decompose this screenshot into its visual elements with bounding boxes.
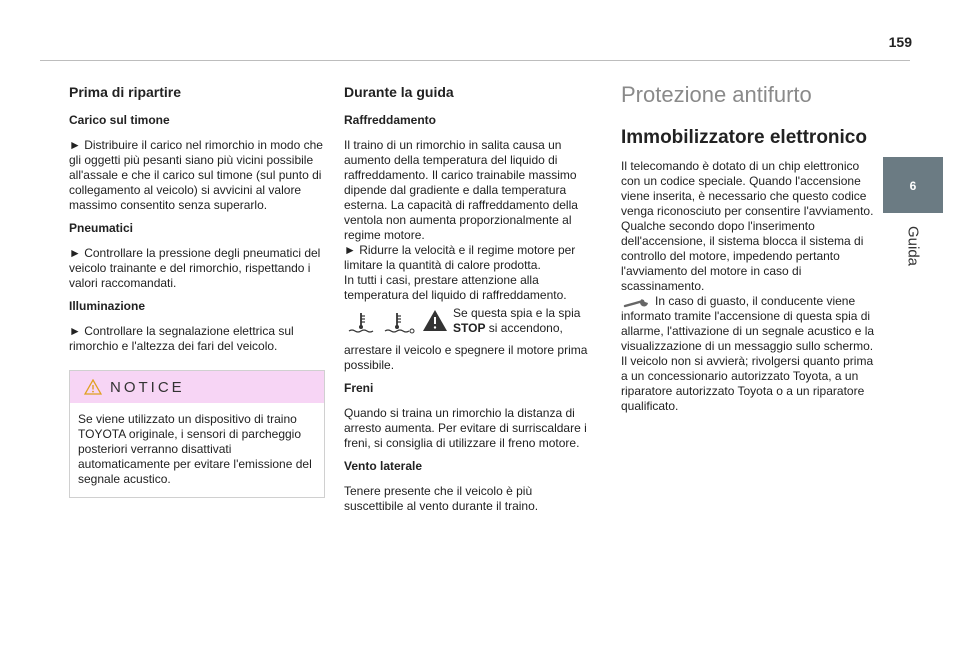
wrench-icon: [623, 296, 651, 310]
notice-box: [69, 370, 325, 498]
paragraph: Il veicolo non si avvierà; rivolgersi quanto prima a un concessionario autorizzato Toyota, a un riparatore autorizzato Toyota o a un riparatore qualificato.: [621, 354, 874, 413]
section-heading: Immobilizzatore elettronico: [621, 127, 867, 148]
subsection-title: Raffreddamento: [344, 113, 437, 127]
chapter-label: Guida: [904, 225, 922, 267]
paragraph: ► Distribuire il carico nel rimorchio in modo che gli oggetti più pesanti siano più vicini possibile all'assale e che il carico sul timone (sul punto di collegamento al veicolo) si avvicini al valore massimo consentito senza superarlo.: [69, 138, 323, 212]
coolant-warning-icon: [382, 311, 416, 335]
paragraph: In caso di guasto, il conducente viene informato tramite l'accensione di questa spia di allarme, l'attivazione di un segnale acustico e la visualizzazione di un messaggio sullo schermo.: [621, 294, 875, 353]
notice-text: Se viene utilizzato un dispositivo di traino TOYOTA originale, i sensori di parcheggio posteriori verranno disattivati automaticamente per evitare l'emissione del segnale acustico.: [78, 412, 312, 486]
paragraph: In tutti i casi, prestare attenzione alla temperatura del liquido di raffreddamento.: [344, 273, 567, 302]
warning-lights-text: Se questa spia e la spia STOP si accendono,: [453, 306, 581, 335]
subsection-title: Vento laterale: [344, 459, 423, 473]
chapter-tab[interactable]: 6: [883, 157, 943, 213]
paragraph: Quando si traina un rimorchio la distanza di arresto aumenta. Per evitare di surriscaldare i freni, si consiglia di utilizzare il freno motore.: [344, 406, 587, 450]
paragraph: Tenere presente che il veicolo è più suscettibile al vento durante il traino.: [344, 484, 539, 513]
paragraph: arrestare il veicolo e spegnere il motore prima possibile.: [344, 343, 588, 372]
subsection-title: Carico sul timone: [69, 113, 170, 127]
subsection-title: Illuminazione: [69, 299, 146, 313]
coolant-temperature-icon: [346, 311, 376, 335]
paragraph: Il telecomando è dotato di un chip elettronico con un codice speciale. Quando l'accensione viene inserita, è necessario che questo codice venga riconosciuto per consentire l'avviamento.: [621, 159, 874, 218]
subsection-title: Freni: [344, 381, 374, 395]
column-while-driving: [344, 70, 594, 522]
subsection-title: Pneumatici: [69, 221, 134, 235]
section-heading: Prima di ripartire: [69, 84, 182, 100]
page-number: 159: [888, 34, 912, 50]
paragraph: ► Controllare la segnalazione elettrica sul rimorchio e l'altezza dei fari del veicolo.: [69, 324, 294, 353]
chapter-section-title: Protezione antifurto: [621, 82, 812, 107]
stop-warning-icon: [422, 309, 448, 333]
notice-header: [70, 371, 324, 403]
section-heading: Durante la guida: [344, 84, 454, 100]
column-before-departure: [69, 70, 331, 498]
notice-body: [70, 403, 324, 497]
paragraph: ► Ridurre la velocità e il regime motore per limitare la quantità di calore prodotta.: [344, 243, 576, 272]
notice-title: NOTICE: [110, 378, 185, 396]
column-anti-theft: [621, 70, 877, 422]
paragraph: Qualche secondo dopo l'inserimento dell'accensione, il sistema blocca il sistema di controllo del motore, impedendo pertanto l'avviamento del motore in caso di scassinamento.: [621, 219, 864, 293]
fault-warning-block: [621, 294, 877, 354]
warning-triangle-icon: [84, 379, 102, 395]
paragraph: ► Controllare la pressione degli pneumatici del veicolo trainante e del rimorchio, rispettando i valori raccomandati.: [69, 246, 321, 290]
header-rule: [40, 60, 910, 61]
paragraph: Il traino di un rimorchio in salita causa un aumento della temperatura del liquido di raffreddamento. Il carico trainabile massimo dipende dal gradiente e dalla temperatura esterna. La capacità di raffreddamento della ventola non aumenta proporzionalmente al regime motore.: [344, 138, 578, 242]
warning-lights-row: [344, 307, 594, 337]
